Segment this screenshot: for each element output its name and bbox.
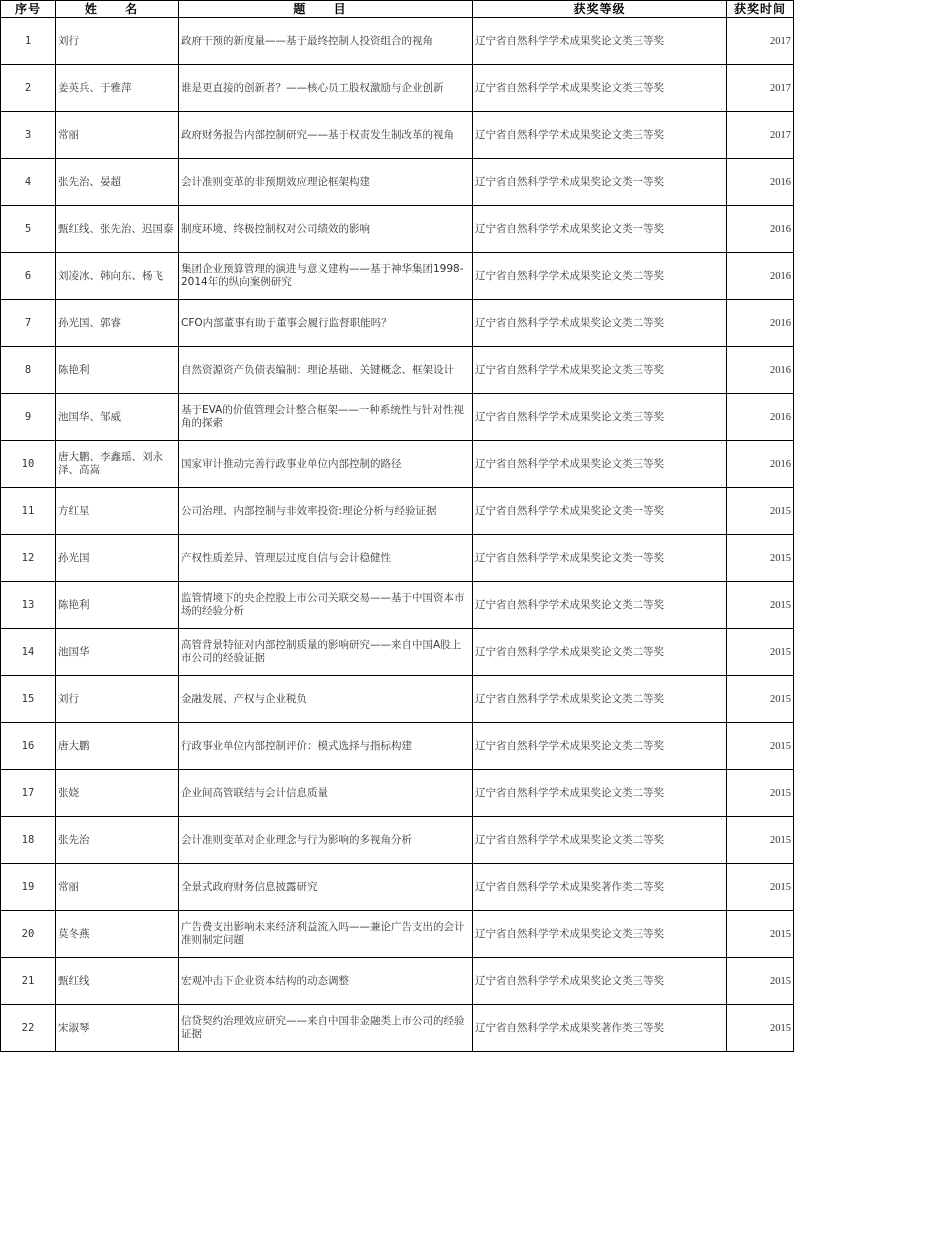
cell-name: 张先治: [56, 817, 179, 864]
cell-title: 会计准则变革的非预期效应理论框架构建: [179, 159, 473, 206]
cell-name: 张娆: [56, 770, 179, 817]
cell-index: 6: [1, 253, 56, 300]
table-row: [1, 535, 794, 582]
cell-level: 辽宁省自然科学学术成果奖论文类三等奖: [473, 394, 727, 441]
cell-level: 辽宁省自然科学学术成果奖论文类二等奖: [473, 253, 727, 300]
cell-year: 2016: [727, 206, 794, 253]
cell-level: 辽宁省自然科学学术成果奖论文类二等奖: [473, 723, 727, 770]
cell-level: 辽宁省自然科学学术成果奖论文类一等奖: [473, 488, 727, 535]
cell-name: 张先治、晏超: [56, 159, 179, 206]
cell-title: 信贷契约治理效应研究——来自中国非金融类上市公司的经验证据: [179, 1005, 473, 1052]
cell-year: 2015: [727, 676, 794, 723]
table-row: [1, 159, 794, 206]
cell-year: 2015: [727, 582, 794, 629]
cell-level: 辽宁省自然科学学术成果奖论文类三等奖: [473, 18, 727, 65]
table-row: [1, 817, 794, 864]
cell-year: 2016: [727, 394, 794, 441]
cell-title: 基于EVA的价值管理会计整合框架——一种系统性与针对性视角的探索: [179, 394, 473, 441]
cell-name: 姜英兵、于雅萍: [56, 65, 179, 112]
cell-index: 22: [1, 1005, 56, 1052]
cell-index: 12: [1, 535, 56, 582]
cell-level: 辽宁省自然科学学术成果奖论文类二等奖: [473, 817, 727, 864]
cell-title: 全景式政府财务信息披露研究: [179, 864, 473, 911]
header-index: 序号: [1, 1, 56, 18]
table-row: [1, 441, 794, 488]
cell-name: 池国华: [56, 629, 179, 676]
cell-name: 刘行: [56, 676, 179, 723]
cell-year: 2015: [727, 535, 794, 582]
cell-title: 高管背景特征对内部控制质量的影响研究——来自中国A股上市公司的经验证据: [179, 629, 473, 676]
cell-index: 1: [1, 18, 56, 65]
cell-name: 刘凌冰、韩向东、杨飞: [56, 253, 179, 300]
cell-index: 16: [1, 723, 56, 770]
cell-year: 2015: [727, 770, 794, 817]
cell-level: 辽宁省自然科学学术成果奖论文类一等奖: [473, 159, 727, 206]
table-row: [1, 488, 794, 535]
table-row: [1, 18, 794, 65]
cell-title: 政府财务报告内部控制研究——基于权责发生制改革的视角: [179, 112, 473, 159]
table-row: [1, 676, 794, 723]
cell-title: 企业间高管联结与会计信息质量: [179, 770, 473, 817]
cell-year: 2015: [727, 958, 794, 1005]
cell-year: 2017: [727, 65, 794, 112]
cell-name: 方红星: [56, 488, 179, 535]
cell-index: 21: [1, 958, 56, 1005]
cell-year: 2016: [727, 300, 794, 347]
cell-name: 常丽: [56, 112, 179, 159]
cell-year: 2016: [727, 253, 794, 300]
table-row: [1, 112, 794, 159]
table-body: [1, 18, 794, 1052]
header-title: 题 目: [179, 1, 473, 18]
cell-level: 辽宁省自然科学学术成果奖论文类三等奖: [473, 958, 727, 1005]
cell-year: 2015: [727, 488, 794, 535]
cell-level: 辽宁省自然科学学术成果奖论文类二等奖: [473, 676, 727, 723]
cell-title: 监管情境下的央企控股上市公司关联交易——基于中国资本市场的经验分析: [179, 582, 473, 629]
table-row: [1, 958, 794, 1005]
cell-year: 2016: [727, 159, 794, 206]
cell-index: 20: [1, 911, 56, 958]
cell-level: 辽宁省自然科学学术成果奖论文类三等奖: [473, 911, 727, 958]
table-row: [1, 300, 794, 347]
cell-level: 辽宁省自然科学学术成果奖著作类二等奖: [473, 864, 727, 911]
cell-index: 4: [1, 159, 56, 206]
cell-index: 13: [1, 582, 56, 629]
cell-name: 唐大鹏、李鑫瑶、刘永泽、高嵩: [56, 441, 179, 488]
cell-title: 公司治理、内部控制与非效率投资:理论分析与经验证据: [179, 488, 473, 535]
cell-name: 甄红线、张先治、迟国泰: [56, 206, 179, 253]
cell-index: 14: [1, 629, 56, 676]
cell-level: 辽宁省自然科学学术成果奖论文类一等奖: [473, 535, 727, 582]
table-row: [1, 1005, 794, 1052]
cell-title: 金融发展、产权与企业税负: [179, 676, 473, 723]
cell-index: 15: [1, 676, 56, 723]
cell-name: 宋淑琴: [56, 1005, 179, 1052]
cell-name: 唐大鹏: [56, 723, 179, 770]
cell-title: 宏观冲击下企业资本结构的动态调整: [179, 958, 473, 1005]
cell-title: 国家审计推动完善行政事业单位内部控制的路径: [179, 441, 473, 488]
cell-year: 2015: [727, 723, 794, 770]
table-row: [1, 394, 794, 441]
cell-year: 2015: [727, 1005, 794, 1052]
cell-level: 辽宁省自然科学学术成果奖论文类三等奖: [473, 65, 727, 112]
header-row: [1, 1, 794, 18]
cell-name: 刘行: [56, 18, 179, 65]
cell-year: 2015: [727, 864, 794, 911]
cell-index: 11: [1, 488, 56, 535]
cell-name: 孙光国、郭睿: [56, 300, 179, 347]
cell-title: 广告费支出影响未来经济利益流入吗——兼论广告支出的会计准则制定问题: [179, 911, 473, 958]
cell-year: 2015: [727, 817, 794, 864]
cell-title: 谁是更直接的创新者？——核心员工股权激励与企业创新: [179, 65, 473, 112]
cell-level: 辽宁省自然科学学术成果奖论文类二等奖: [473, 300, 727, 347]
cell-index: 19: [1, 864, 56, 911]
cell-year: 2015: [727, 629, 794, 676]
cell-name: 常丽: [56, 864, 179, 911]
cell-year: 2016: [727, 441, 794, 488]
cell-index: 8: [1, 347, 56, 394]
cell-title: 集团企业预算管理的演进与意义建构——基于神华集团1998-2014年的纵向案例研究: [179, 253, 473, 300]
cell-index: 10: [1, 441, 56, 488]
cell-index: 18: [1, 817, 56, 864]
cell-title: 政府干预的新度量——基于最终控制人投资组合的视角: [179, 18, 473, 65]
table-row: [1, 582, 794, 629]
cell-index: 17: [1, 770, 56, 817]
header-year: 获奖时间: [727, 1, 794, 18]
cell-name: 孙光国: [56, 535, 179, 582]
cell-level: 辽宁省自然科学学术成果奖论文类二等奖: [473, 770, 727, 817]
cell-year: 2016: [727, 347, 794, 394]
cell-level: 辽宁省自然科学学术成果奖论文类二等奖: [473, 582, 727, 629]
cell-level: 辽宁省自然科学学术成果奖著作类三等奖: [473, 1005, 727, 1052]
cell-title: CFO内部董事有助于董事会履行监督职能吗？: [179, 300, 473, 347]
table-row: [1, 65, 794, 112]
cell-index: 9: [1, 394, 56, 441]
cell-year: 2017: [727, 18, 794, 65]
cell-index: 7: [1, 300, 56, 347]
cell-name: 陈艳利: [56, 347, 179, 394]
header-level: 获奖等级: [473, 1, 727, 18]
table-row: [1, 864, 794, 911]
table-row: [1, 723, 794, 770]
cell-title: 自然资源资产负债表编制：理论基础、关键概念、框架设计: [179, 347, 473, 394]
table-row: [1, 911, 794, 958]
cell-level: 辽宁省自然科学学术成果奖论文类三等奖: [473, 347, 727, 394]
cell-title: 会计准则变革对企业理念与行为影响的多视角分析: [179, 817, 473, 864]
cell-year: 2015: [727, 911, 794, 958]
cell-level: 辽宁省自然科学学术成果奖论文类三等奖: [473, 112, 727, 159]
table-row: [1, 253, 794, 300]
cell-level: 辽宁省自然科学学术成果奖论文类一等奖: [473, 206, 727, 253]
table-row: [1, 206, 794, 253]
cell-name: 莫冬燕: [56, 911, 179, 958]
table-row: [1, 347, 794, 394]
cell-index: 3: [1, 112, 56, 159]
table-row: [1, 770, 794, 817]
cell-title: 产权性质差异、管理层过度自信与会计稳健性: [179, 535, 473, 582]
cell-title: 制度环境、终极控制权对公司绩效的影响: [179, 206, 473, 253]
cell-index: 5: [1, 206, 56, 253]
cell-level: 辽宁省自然科学学术成果奖论文类二等奖: [473, 629, 727, 676]
cell-level: 辽宁省自然科学学术成果奖论文类三等奖: [473, 441, 727, 488]
table-row: [1, 629, 794, 676]
cell-title: 行政事业单位内部控制评价：模式选择与指标构建: [179, 723, 473, 770]
header-name: 姓 名: [56, 1, 179, 18]
cell-name: 甄红线: [56, 958, 179, 1005]
cell-name: 池国华、邹威: [56, 394, 179, 441]
cell-year: 2017: [727, 112, 794, 159]
cell-name: 陈艳利: [56, 582, 179, 629]
cell-index: 2: [1, 65, 56, 112]
